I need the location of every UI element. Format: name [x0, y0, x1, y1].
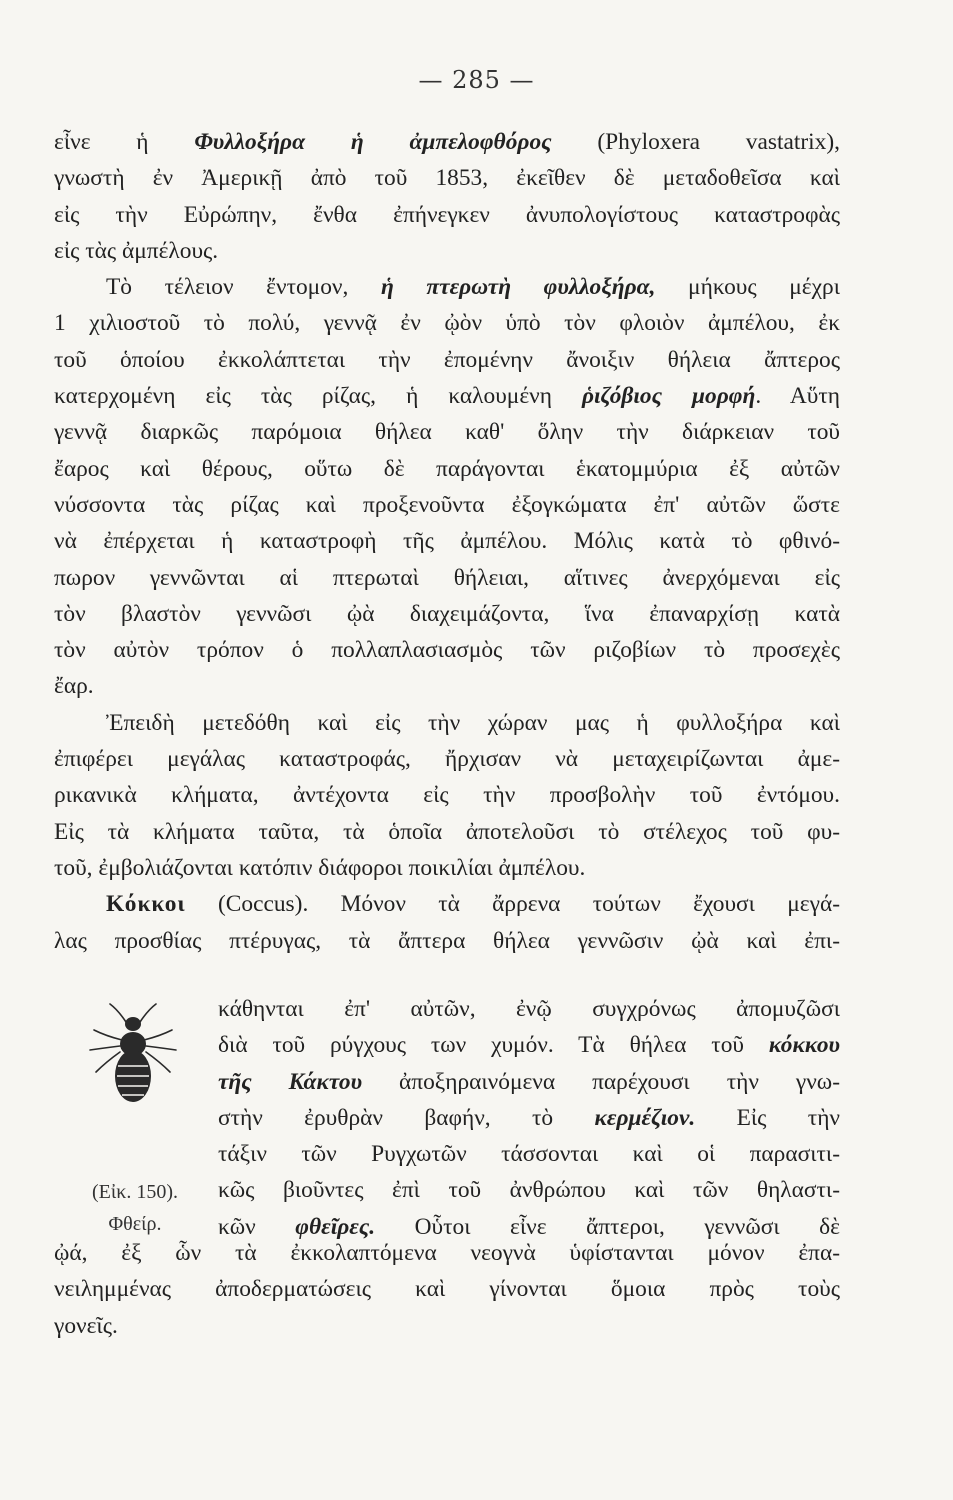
text-line [54, 414, 840, 450]
figure-caption [60, 1176, 210, 1240]
text-segment: διὰ τοῦ ρύγχους των χυμόν. Τὰ θήλεα τοῦ [218, 1032, 769, 1059]
side-text-block [218, 991, 840, 1245]
text-line [54, 1308, 840, 1344]
text-line [54, 741, 840, 777]
text-line [54, 269, 840, 305]
text-line [54, 777, 840, 813]
text-line [54, 923, 840, 959]
text-segment: νειλημμένας ἀποδερματώσεις καὶ γίνονται ὅμοια πρὸς τοὺς [54, 1276, 840, 1303]
text-line [218, 1064, 840, 1100]
bottom-text-block [54, 1235, 840, 1344]
text-segment: ᾠά, ἐξ ὧν τὰ ἐκκολαπτόμενα νεογνὰ ὑφίστανται μόνον ἐπα- [54, 1240, 840, 1266]
text-segment: (Coccus). Μόνον τὰ ἄρρενα τούτων ἔχουσι μεγά- [185, 891, 840, 918]
text-segment: νύσσοντα τὰς ρίζας καὶ προξενοῦντα ἐξογκώματα ἐπ' αὐτῶν ὥστε [54, 491, 840, 518]
text-segment: Τὸ τέλειον ἔντομον, [106, 274, 381, 301]
text-line [54, 596, 840, 632]
text-line [218, 1027, 840, 1063]
emphasized-text: τῆς Κάκτου [218, 1068, 363, 1095]
text-segment: γνωστὴ ἐν Ἀμερικῇ ἀπὸ τοῦ 1853, ἐκεῖθεν δὲ μεταδοθεῖσα καὶ [54, 165, 840, 192]
text-segment: τὸν βλαστὸν γεννῶσι ᾠὰ διαχειμάζοντα, ἵνα ἐπαναρχίσῃ κατὰ [54, 600, 840, 627]
text-line [54, 668, 840, 704]
text-segment: πωρον γεννῶνται αἱ πτερωταὶ θήλειαι, αἵτινες ἀνερχόμεναι εἰς [54, 564, 840, 591]
text-segment: ἔαρ. [54, 673, 94, 700]
text-line [54, 632, 840, 668]
text-line [54, 124, 840, 160]
text-segment: Εἰς τὴν [695, 1104, 840, 1131]
text-segment: Ἐπειδὴ μετεδόθη καὶ εἰς τὴν χώραν μας ἡ φυλλοξήρα καὶ [106, 709, 840, 736]
text-line [54, 305, 840, 341]
text-line [54, 1271, 840, 1307]
emphasized-text: Κόκκοι [106, 891, 186, 918]
text-segment: γεννᾷ διαρκῶς παρόμοια θήλεα καθ' ὅλην τὴν διάρκειαν τοῦ [54, 419, 840, 446]
page-number: — 285 — [418, 66, 535, 94]
text-line [54, 1235, 840, 1271]
text-segment: ἐπιφέρει μεγάλας καταστροφάς, ἤρχισαν νὰ μεταχειρίζωνται ἀμε- [54, 746, 840, 773]
text-segment: 1 χιλιοστοῦ τὸ πολύ, γεννᾷ ἐν ᾠὸν ὑπὸ τὸν φλοιὸν ἀμπέλου, ἐκ [54, 310, 840, 337]
text-segment: κῶν [218, 1213, 296, 1240]
text-line [54, 233, 840, 269]
text-segment: γονεῖς. [54, 1312, 118, 1339]
text-segment: Οὗτοι εἶνε ἄπτεροι, γεννῶσι δὲ [375, 1213, 840, 1240]
text-line [54, 560, 840, 596]
text-line [54, 342, 840, 378]
text-line [218, 991, 840, 1027]
main-text-block [54, 124, 840, 959]
text-segment: κῶς βιοῦντες ἐπὶ τοῦ ἀνθρώπου καὶ τῶν θηλαστι- [218, 1177, 840, 1204]
figure-name: Φθείρ. [108, 1213, 162, 1235]
text-segment: τοῦ, ἐμβολιάζονται κατόπιν διάφοροι ποικιλίαι ἀμπέλου. [54, 854, 586, 881]
text-segment: ἔαρος καὶ θέρους, οὕτω δὲ παράγονται ἑκατομμύρια ἐξ αὐτῶν [54, 455, 840, 482]
emphasized-text: ῥιζόβιος μορφή [582, 383, 756, 410]
text-segment: . Αὕτη [755, 383, 840, 410]
text-line [218, 1136, 840, 1172]
text-line [218, 1100, 840, 1136]
emphasized-text: Φυλλοξήρα ἡ ἀμπελοφθόρος [194, 129, 552, 155]
emphasized-text: κόκκου [768, 1032, 840, 1059]
text-line [54, 850, 840, 886]
text-line [54, 451, 840, 487]
figure-number: (Εἰκ. 150). [92, 1181, 178, 1203]
text-segment: τάξιν τῶν Ρυγχωτῶν τάσσονται καὶ οἱ παρασιτι- [218, 1141, 840, 1168]
emphasized-text: φθεῖρες. [295, 1213, 376, 1240]
text-segment: ρικανικὰ κλήματα, ἀντέχοντα εἰς τὴν προσβολὴν τοῦ ἐντόμου. [54, 782, 840, 809]
text-line [218, 1172, 840, 1208]
louse-illustration [78, 1000, 188, 1110]
text-segment: (Phyloxera vastatrix), [551, 129, 840, 155]
text-segment: τοῦ ὁποίου ἐκκολάπτεται τὴν ἐπομένην ἄνοιξιν θήλεια ἄπτερος [54, 346, 840, 373]
emphasized-text: κερμέζιον. [594, 1104, 696, 1131]
text-segment: τὸν αὐτὸν τρόπον ὁ πολλαπλασιασμὸς τῶν ριζοβίων τὸ προσεχὲς [54, 637, 840, 664]
text-segment: ἀποξηραινόμενα παρέχουσι τὴν γνω- [362, 1068, 840, 1095]
text-line [54, 523, 840, 559]
text-segment: κατερχομένη εἰς τὰς ρίζας, ἡ καλουμένη [54, 383, 582, 410]
text-line [54, 487, 840, 523]
text-segment: Εἰς τὰ κλήματα ταῦτα, τὰ ὁποῖα ἀποτελοῦσι τὸ στέλεχος τοῦ φυ- [54, 818, 840, 845]
text-line [54, 814, 840, 850]
text-segment: κάθηνται ἐπ' αὐτῶν, ἐνῷ συγχρόνως ἀπομυζῶσι [218, 996, 840, 1022]
text-segment: λας προσθίας πτέρυγας, τὰ ἄπτερα θήλεα γεννῶσιν ᾠὰ καὶ ἐπι- [54, 927, 840, 954]
text-segment: μήκους μέχρι [655, 274, 840, 301]
text-line [54, 886, 840, 922]
text-segment: εἶνε ἡ [54, 129, 195, 155]
text-line [54, 378, 840, 414]
text-segment: εἰς τὴν Εὐρώπην, ἔνθα ἐπήνεγκεν ἀνυπολογίστους καταστροφὰς [54, 201, 840, 228]
text-segment: εἰς τὰς ἀμπέλους. [54, 237, 219, 264]
text-line [54, 160, 840, 196]
text-segment: νὰ ἐπέρχεται ἡ καταστροφὴ τῆς ἀμπέλου. Μόλις κατὰ τὸ φθινό- [54, 528, 840, 555]
text-line [54, 705, 840, 741]
emphasized-text: ἡ πτερωτὴ φυλλοξήρα, [380, 274, 656, 301]
text-line [54, 197, 840, 233]
text-segment: στὴν ἐρυθρὰν βαφήν, τὸ [218, 1104, 595, 1131]
